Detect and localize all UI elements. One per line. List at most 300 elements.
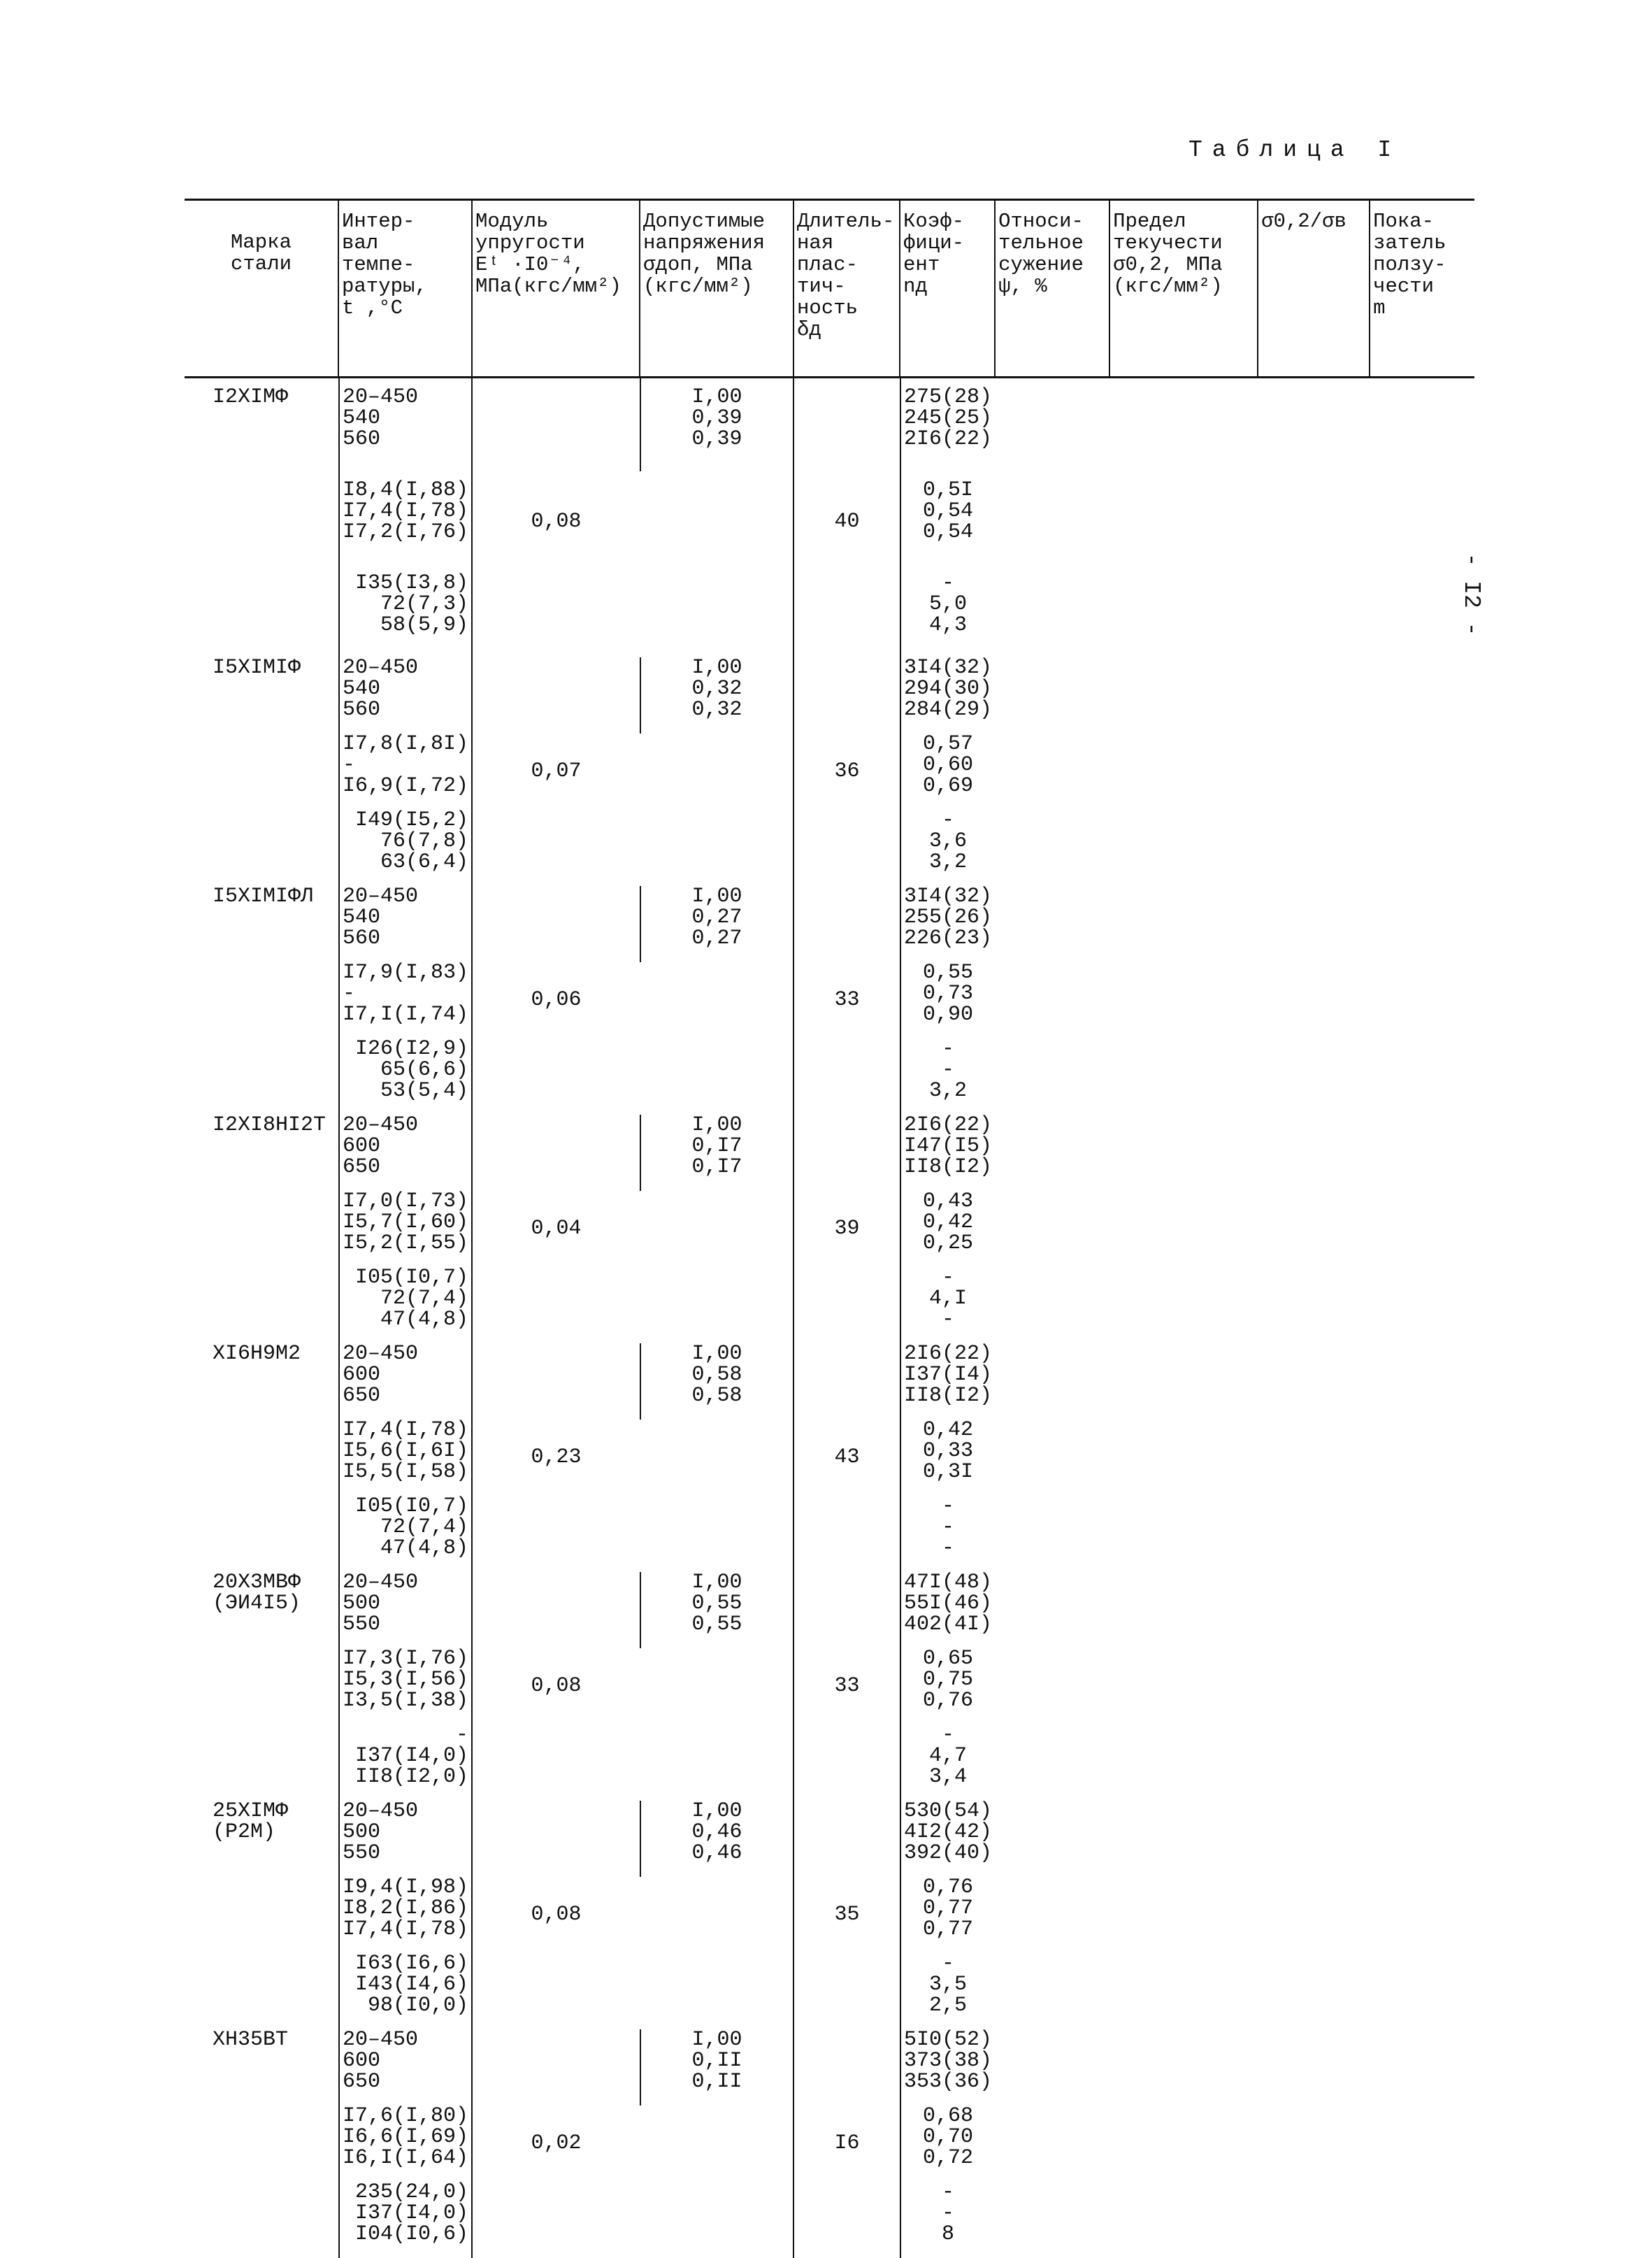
header-plasticity — [793, 200, 900, 378]
header-line: чести — [1373, 276, 1472, 297]
long-term-plasticity: 0,06 — [472, 886, 640, 1115]
coefficient-value: 0,32 — [644, 678, 790, 699]
coefficient — [640, 657, 793, 734]
allowable-stress — [338, 1038, 471, 1115]
header-line: плас- — [797, 254, 896, 276]
temperature-value: 560 — [343, 429, 468, 450]
steel-grade — [185, 378, 338, 658]
temperature-value: 600 — [343, 1364, 468, 1385]
yield-ratio-value: 0,73 — [904, 983, 992, 1004]
allowable-stress-value: 65(6,6) — [343, 1059, 468, 1080]
reduction-of-area: 39 — [793, 1115, 900, 1343]
coefficient-value: 0,46 — [644, 1843, 790, 1864]
steel-grade — [185, 1572, 338, 1801]
header-line: ψ, % — [998, 276, 1106, 297]
temperature-value: 20–450 — [343, 1343, 468, 1364]
yield-ratio-value: 0,69 — [904, 776, 992, 796]
temperature — [338, 378, 471, 471]
allowable-stress-value: I35(I3,8) — [343, 573, 468, 594]
allowable-stress-value: 58(5,9) — [343, 615, 468, 636]
temperature-value: 20–450 — [343, 2029, 468, 2050]
table-row — [185, 886, 1474, 1115]
yield-ratio — [900, 1648, 995, 1724]
header-line: t ,°C — [342, 297, 468, 319]
coefficient-value: I,00 — [644, 1801, 790, 1822]
yield-ratio-value: 0,54 — [904, 501, 992, 522]
yield-strength-value: I47(I5) — [904, 1136, 992, 1157]
yield-ratio-value: 0,3I — [904, 1462, 992, 1482]
header-allowable — [640, 200, 793, 378]
yield-strength-value: I37(I4) — [904, 1364, 992, 1385]
coefficient — [640, 2029, 793, 2106]
temperature-value: 20–450 — [343, 1801, 468, 1822]
yield-ratio — [900, 1877, 995, 1953]
creep-exponent — [900, 564, 995, 657]
coefficient-value: 0,27 — [644, 907, 790, 928]
header-line: Марка — [187, 231, 335, 253]
yield-ratio-value: 0,54 — [904, 522, 992, 543]
creep-exponent-value: 3,2 — [904, 1080, 992, 1101]
elastic-modulus-value: I5,5(I,58) — [343, 1462, 468, 1482]
temperature — [338, 1115, 471, 1191]
yield-strength-value: 392(40) — [904, 1843, 992, 1864]
coefficient — [640, 1572, 793, 1648]
coefficient-value: 0,58 — [644, 1364, 790, 1385]
reduction-of-area: 33 — [793, 886, 900, 1115]
long-term-plasticity: 0,23 — [472, 1343, 640, 1572]
yield-strength-value: 2I6(22) — [904, 429, 992, 450]
allowable-stress — [338, 1953, 471, 2029]
header-line: ная — [797, 232, 896, 254]
temperature-value: 600 — [343, 1136, 468, 1157]
temperature — [338, 1572, 471, 1648]
yield-strength-value: 5I0(52) — [904, 2029, 992, 2050]
yield-ratio-value: 0,42 — [904, 1212, 992, 1233]
elastic-modulus-value: I7,2(I,76) — [343, 522, 468, 543]
header-line: МПа(кгс/мм²) — [475, 276, 636, 297]
yield-ratio-value: 0,60 — [904, 755, 992, 776]
header-line: Относи- — [998, 210, 1106, 232]
yield-strength-value: 255(26) — [904, 907, 992, 928]
header-yield — [1109, 200, 1258, 378]
coefficient-value: I,00 — [644, 387, 790, 408]
header-line: темпе- — [342, 254, 468, 276]
table-title: Таблица I — [1188, 137, 1401, 163]
yield-strength-value: 3I4(32) — [904, 886, 992, 907]
yield-ratio-value: 0,76 — [904, 1690, 992, 1711]
creep-exponent-value: - — [904, 810, 992, 831]
coefficient-value: 0,39 — [644, 429, 790, 450]
table-row — [185, 1343, 1474, 1572]
steel-grade-value: I2XI8HI2T — [213, 1115, 336, 1136]
header-line: ность — [797, 297, 896, 319]
elastic-modulus — [338, 1648, 471, 1724]
header-line: Предел — [1113, 210, 1254, 232]
header-line: Коэф- — [903, 210, 991, 232]
long-term-plasticity: 0,08 — [472, 1801, 640, 2029]
coefficient-value: 0,46 — [644, 1822, 790, 1843]
elastic-modulus-value: I5,6(I,6I) — [343, 1441, 468, 1462]
allowable-stress — [338, 2182, 471, 2258]
header-creep — [1370, 200, 1474, 378]
yield-ratio-value: 0,65 — [904, 1648, 992, 1669]
allowable-stress-value: 72(7,4) — [343, 1517, 468, 1538]
yield-strength — [900, 1343, 995, 1420]
yield-strength — [900, 378, 995, 471]
yield-strength-value: 226(23) — [904, 928, 992, 949]
allowable-stress-value: 47(4,8) — [343, 1309, 468, 1330]
temperature-value: 20–450 — [343, 387, 468, 408]
reduction-of-area: I6 — [793, 2029, 900, 2258]
header-line: тельное — [998, 232, 1106, 254]
header-coef — [900, 200, 995, 378]
yield-strength-value: 284(29) — [904, 699, 992, 720]
header-line: ратуры, — [342, 276, 468, 297]
elastic-modulus — [338, 1877, 471, 1953]
elastic-modulus-value: I6,9(I,72) — [343, 776, 468, 796]
steel-grade-value: 20X3MBФ — [213, 1572, 336, 1593]
yield-ratio-value: 0,25 — [904, 1233, 992, 1254]
allowable-stress-value: II8(I2,0) — [343, 1766, 468, 1787]
header-line: текучести — [1113, 232, 1254, 254]
coefficient — [640, 1343, 793, 1420]
temperature — [338, 657, 471, 734]
creep-exponent — [900, 1496, 995, 1572]
page-number: - I2 - — [1451, 573, 1493, 615]
yield-ratio — [900, 2106, 995, 2182]
yield-strength-value: 294(30) — [904, 678, 992, 699]
elastic-modulus — [338, 1191, 471, 1267]
yield-strength — [900, 2029, 995, 2106]
creep-exponent-value: 2,5 — [904, 1995, 992, 2016]
creep-exponent-value: - — [904, 1517, 992, 1538]
yield-strength-value: II8(I2) — [904, 1157, 992, 1178]
yield-ratio — [900, 1420, 995, 1496]
yield-ratio — [900, 962, 995, 1038]
temperature — [338, 886, 471, 962]
temperature-value: 550 — [343, 1843, 468, 1864]
header-line: nд — [903, 276, 991, 297]
elastic-modulus-value: I6,I(I,64) — [343, 2148, 468, 2168]
yield-strength — [900, 1801, 995, 1877]
elastic-modulus-value: I7,4(I,78) — [343, 1919, 468, 1940]
temperature — [338, 1343, 471, 1420]
elastic-modulus — [338, 962, 471, 1038]
allowable-stress-value: I63(I6,6) — [343, 1953, 468, 1974]
temperature — [338, 1801, 471, 1877]
creep-exponent — [900, 1953, 995, 2029]
coefficient-value: 0,55 — [644, 1614, 790, 1635]
temperature-value: 650 — [343, 1157, 468, 1178]
creep-exponent-value: 3,2 — [904, 852, 992, 873]
coefficient-value: I,00 — [644, 1115, 790, 1136]
creep-exponent — [900, 810, 995, 886]
long-term-plasticity: 0,08 — [472, 1572, 640, 1801]
creep-exponent-value: - — [904, 2203, 992, 2224]
elastic-modulus-value: I8,2(I,86) — [343, 1898, 468, 1919]
elastic-modulus-value: I5,2(I,55) — [343, 1233, 468, 1254]
header-line: Допустимые — [643, 210, 790, 232]
yield-strength-value: 530(54) — [904, 1801, 992, 1822]
yield-ratio-value: 0,43 — [904, 1191, 992, 1212]
steel-grade-value: XH35BT — [213, 2029, 336, 2050]
reduction-of-area: 36 — [793, 657, 900, 886]
elastic-modulus — [338, 2106, 471, 2182]
coefficient-value: 0,32 — [644, 699, 790, 720]
yield-strength-value: 47I(48) — [904, 1572, 992, 1593]
creep-exponent — [900, 1267, 995, 1343]
header-line: δд — [797, 319, 896, 341]
coefficient-value: 0,39 — [644, 408, 790, 429]
allowable-stress-value: I04(I0,6) — [343, 2224, 468, 2245]
yield-strength-value: 245(25) — [904, 408, 992, 429]
steel-grade-value: (P2M) — [213, 1822, 336, 1843]
yield-strength-value: 373(38) — [904, 2050, 992, 2071]
table-row — [185, 1115, 1474, 1343]
table-row — [185, 657, 1474, 886]
creep-exponent-value: - — [904, 2182, 992, 2203]
yield-strength — [900, 1115, 995, 1191]
header-line: Eᵗ ·I0⁻⁴, — [475, 254, 636, 276]
temperature-value: 540 — [343, 907, 468, 928]
header-line: Пока- — [1373, 210, 1472, 232]
creep-exponent-value: 5,0 — [904, 594, 992, 615]
table-row — [185, 1801, 1474, 2029]
steel-grade-value: I5XIMIФЛ — [213, 886, 336, 907]
yield-strength-value: 4I2(42) — [904, 1822, 992, 1843]
allowable-stress-value: 235(24,0) — [343, 2182, 468, 2203]
long-term-plasticity: 0,07 — [472, 657, 640, 886]
steel-grade-value: I5XIMIФ — [213, 657, 336, 678]
yield-strength-value: 275(28) — [904, 387, 992, 408]
yield-ratio-value: 0,33 — [904, 1441, 992, 1462]
coefficient-value: 0,27 — [644, 928, 790, 949]
header-modulus — [472, 200, 640, 378]
elastic-modulus-value: I5,7(I,60) — [343, 1212, 468, 1233]
yield-ratio-value: 0,57 — [904, 734, 992, 755]
creep-exponent-value: - — [904, 1496, 992, 1517]
yield-strength — [900, 886, 995, 962]
yield-ratio-value: 0,90 — [904, 1004, 992, 1025]
elastic-modulus — [338, 471, 471, 564]
allowable-stress-value: 72(7,3) — [343, 594, 468, 615]
yield-ratio-value: 0,72 — [904, 2148, 992, 2168]
creep-exponent-value: - — [904, 1538, 992, 1559]
elastic-modulus-value: I7,6(I,80) — [343, 2106, 468, 2127]
yield-strength-value: 353(36) — [904, 2071, 992, 2092]
yield-ratio-value: 0,77 — [904, 1919, 992, 1940]
steel-grade-value: XI6H9M2 — [213, 1343, 336, 1364]
temperature-value: 20–450 — [343, 886, 468, 907]
yield-strength-value: 2I6(22) — [904, 1343, 992, 1364]
elastic-modulus-value: I7,3(I,76) — [343, 1648, 468, 1669]
reduction-of-area: 35 — [793, 1801, 900, 2029]
allowable-stress-value: I43(I4,6) — [343, 1974, 468, 1995]
header-line: Модуль — [475, 210, 636, 232]
creep-exponent-value: 4,I — [904, 1288, 992, 1309]
elastic-modulus-value: - — [343, 983, 468, 1004]
allowable-stress-value: 98(I0,0) — [343, 1995, 468, 2016]
yield-ratio — [900, 1191, 995, 1267]
allowable-stress — [338, 810, 471, 886]
header-ratio — [1258, 200, 1370, 378]
steel-grade — [185, 1115, 338, 1343]
steel-grade — [185, 1343, 338, 1572]
allowable-stress-value: I37(I4,0) — [343, 1745, 468, 1766]
coefficient-value: 0,58 — [644, 1385, 790, 1406]
elastic-modulus-value: I8,4(I,88) — [343, 480, 468, 501]
header-line: вал — [342, 232, 468, 254]
allowable-stress-value: I37(I4,0) — [343, 2203, 468, 2224]
reduction-of-area: 43 — [793, 1343, 900, 1572]
header-line: Длитель- — [797, 210, 896, 232]
temperature-value: 650 — [343, 1385, 468, 1406]
yield-strength-value: 3I4(32) — [904, 657, 992, 678]
header-line: сужение — [998, 254, 1106, 276]
creep-exponent — [900, 2182, 995, 2258]
yield-strength-value: 402(4I) — [904, 1614, 992, 1635]
yield-strength — [900, 657, 995, 734]
coefficient — [640, 378, 793, 471]
elastic-modulus-value: I7,4(I,78) — [343, 1420, 468, 1441]
creep-exponent — [900, 1038, 995, 1115]
yield-ratio — [900, 471, 995, 564]
steel-grade-value: 25XIMФ — [213, 1801, 336, 1822]
allowable-stress-value: 53(5,4) — [343, 1080, 468, 1101]
yield-ratio-value: 0,68 — [904, 2106, 992, 2127]
elastic-modulus-value: I7,9(I,83) — [343, 962, 468, 983]
yield-ratio-value: 0,75 — [904, 1669, 992, 1690]
coefficient-value: I,00 — [644, 886, 790, 907]
allowable-stress — [338, 1267, 471, 1343]
header-line: σ0,2, МПа — [1113, 254, 1254, 276]
yield-ratio-value: 0,55 — [904, 962, 992, 983]
coefficient-value: I,00 — [644, 1572, 790, 1593]
yield-strength-value: II8(I2) — [904, 1385, 992, 1406]
steel-grade-value: I2XIMФ — [213, 387, 336, 408]
creep-exponent-value: - — [904, 1724, 992, 1745]
allowable-stress-value: 76(7,8) — [343, 831, 468, 852]
temperature-value: 20–450 — [343, 657, 468, 678]
creep-exponent-value: - — [904, 1038, 992, 1059]
creep-exponent-value: 3,5 — [904, 1974, 992, 1995]
temperature-value: 500 — [343, 1822, 468, 1843]
coefficient-value: 0,I7 — [644, 1157, 790, 1178]
coefficient-value: 0,II — [644, 2050, 790, 2071]
header-line: (кгс/мм²) — [643, 276, 790, 297]
elastic-modulus-value: I3,5(I,38) — [343, 1690, 468, 1711]
table-row — [185, 378, 1474, 658]
creep-exponent-value: 3,4 — [904, 1766, 992, 1787]
header-row — [185, 200, 1474, 378]
steel-grade — [185, 657, 338, 886]
header-line: тич- — [797, 276, 896, 297]
yield-ratio-value: 0,70 — [904, 2127, 992, 2148]
header-line: (кгс/мм²) — [1113, 276, 1254, 297]
table-body — [185, 378, 1474, 2258]
temperature — [338, 2029, 471, 2106]
steel-grade — [185, 2029, 338, 2258]
elastic-modulus-value: - — [343, 755, 468, 776]
allowable-stress-value: 72(7,4) — [343, 1288, 468, 1309]
temperature-value: 20–450 — [343, 1572, 468, 1593]
yield-ratio-value: 0,77 — [904, 1898, 992, 1919]
header-temp — [338, 200, 472, 378]
header-line: стали — [187, 253, 335, 275]
creep-exponent-value: 3,6 — [904, 831, 992, 852]
yield-strength-value: 55I(46) — [904, 1593, 992, 1614]
header-line: ползу- — [1373, 254, 1472, 276]
elastic-modulus-value: I7,4(I,78) — [343, 501, 468, 522]
creep-exponent-value: - — [904, 1953, 992, 1974]
coefficient-value: I,00 — [644, 1343, 790, 1364]
coefficient — [640, 1115, 793, 1191]
allowable-stress-value: I26(I2,9) — [343, 1038, 468, 1059]
steel-grade — [185, 1801, 338, 2029]
creep-exponent-value: 8 — [904, 2224, 992, 2245]
allowable-stress-value: I05(I0,7) — [343, 1496, 468, 1517]
creep-exponent-value: 4,3 — [904, 615, 992, 636]
temperature-value: 20–450 — [343, 1115, 468, 1136]
table-row — [185, 1572, 1474, 1801]
header-line: затель — [1373, 232, 1472, 254]
long-term-plasticity: 0,04 — [472, 1115, 640, 1343]
elastic-modulus-value: I6,6(I,69) — [343, 2127, 468, 2148]
creep-exponent — [900, 1724, 995, 1801]
allowable-stress-value: I49(I5,2) — [343, 810, 468, 831]
allowable-stress-value: I05(I0,7) — [343, 1267, 468, 1288]
temperature-value: 550 — [343, 1614, 468, 1635]
long-term-plasticity: 0,08 — [472, 378, 640, 658]
temperature-value: 560 — [343, 699, 468, 720]
allowable-stress-value: 47(4,8) — [343, 1538, 468, 1559]
creep-exponent-value: - — [904, 1267, 992, 1288]
header-line: σдоп, МПа — [643, 254, 790, 276]
yield-ratio-value: 0,76 — [904, 1877, 992, 1898]
creep-exponent-value: 4,7 — [904, 1745, 992, 1766]
allowable-stress-value: 63(6,4) — [343, 852, 468, 873]
creep-exponent-value: - — [904, 1309, 992, 1330]
coefficient-value: 0,I7 — [644, 1136, 790, 1157]
reduction-of-area: 40 — [793, 378, 900, 658]
steel-grade-value: (ЭИ4I5) — [213, 1593, 336, 1614]
yield-ratio — [900, 734, 995, 810]
temperature-value: 540 — [343, 408, 468, 429]
elastic-modulus-value: I7,0(I,73) — [343, 1191, 468, 1212]
elastic-modulus-value: I9,4(I,98) — [343, 1877, 468, 1898]
temperature-value: 600 — [343, 2050, 468, 2071]
steel-properties-table — [185, 199, 1474, 2258]
table-row — [185, 2029, 1474, 2258]
header-line: напряжения — [643, 232, 790, 254]
yield-ratio-value: 0,42 — [904, 1420, 992, 1441]
allowable-stress-value: - — [343, 1724, 468, 1745]
header-grade — [185, 200, 338, 378]
yield-ratio-value: 0,5I — [904, 480, 992, 501]
creep-exponent-value: - — [904, 1059, 992, 1080]
elastic-modulus — [338, 734, 471, 810]
elastic-modulus-value: I7,I(I,74) — [343, 1004, 468, 1025]
elastic-modulus — [338, 1420, 471, 1496]
header-line: σ0,2/σв — [1261, 210, 1366, 232]
header-reduction — [995, 200, 1109, 378]
yield-strength-value: 2I6(22) — [904, 1115, 992, 1136]
header-line: Интер- — [342, 210, 468, 232]
long-term-plasticity: 0,02 — [472, 2029, 640, 2258]
header-line: m — [1373, 297, 1472, 319]
temperature-value: 540 — [343, 678, 468, 699]
allowable-stress — [338, 1724, 471, 1801]
